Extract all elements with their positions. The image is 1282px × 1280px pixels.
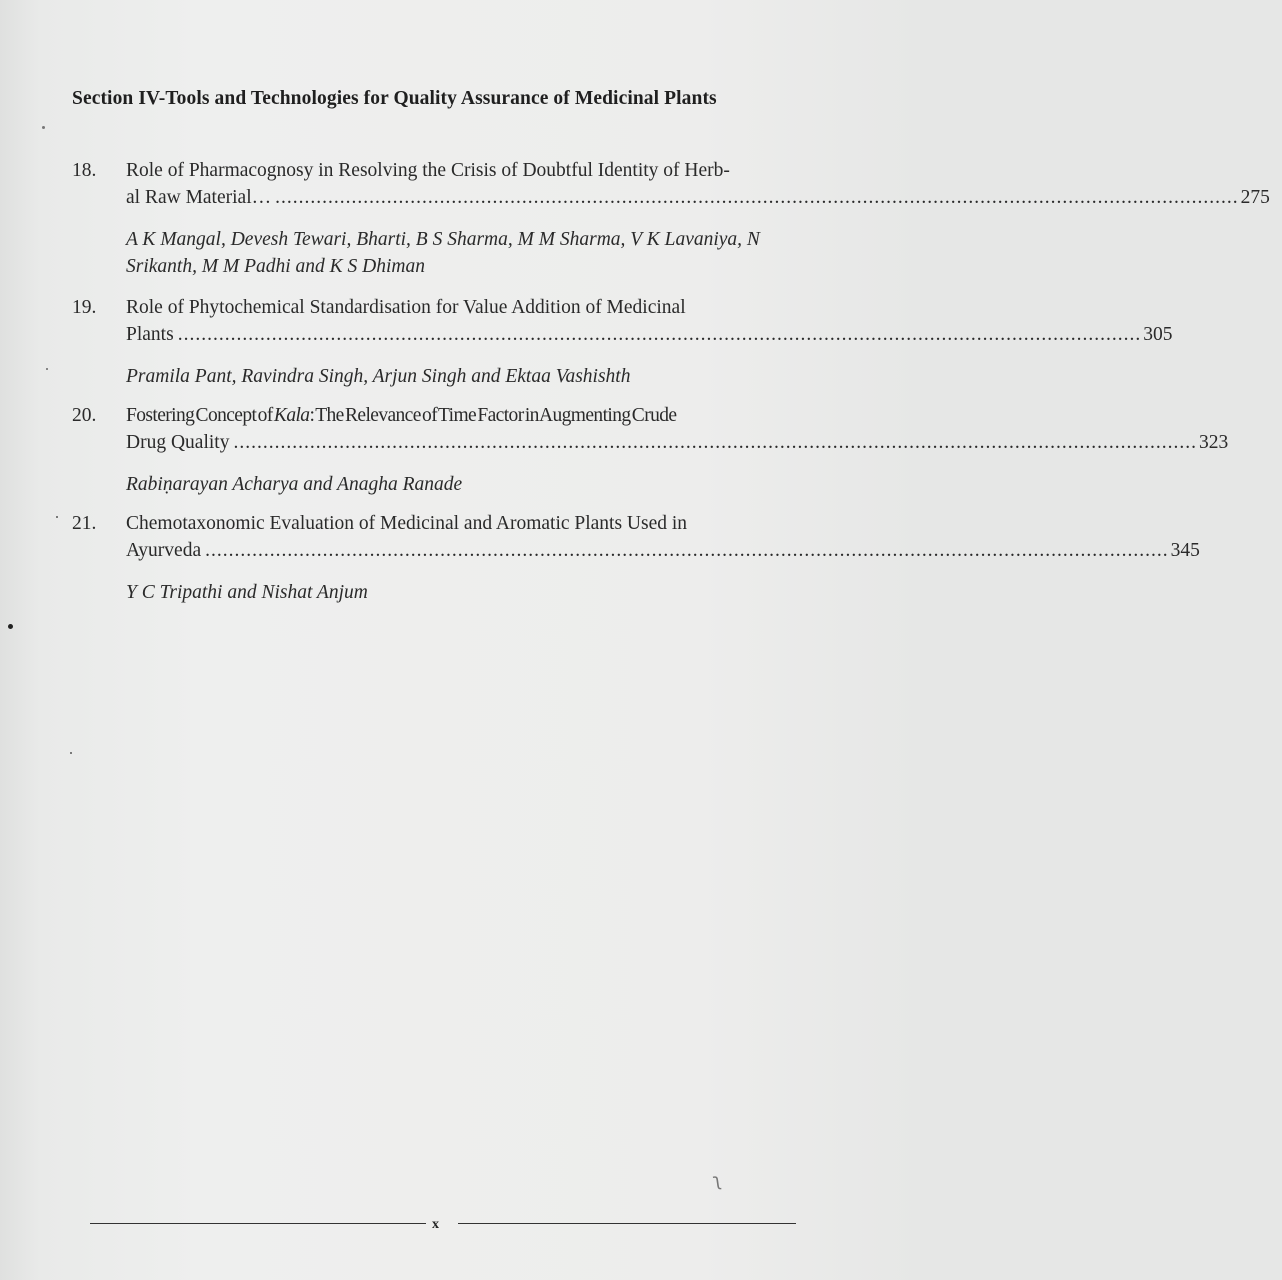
- entry-leader-line: [126, 537, 1200, 564]
- dot-leader: ....................................................................................................................................................................: [177, 324, 1142, 345]
- section-heading: Section IV-Tools and Technologies for Quality Assurance of Medicinal Plants: [72, 88, 717, 109]
- entry-number: 19.: [72, 297, 97, 318]
- scan-speck: [42, 126, 45, 129]
- dot-leader: ....................................................................................................................................................................: [205, 540, 1169, 561]
- entry-authors: Rabiṇarayan Acharya and Anagha Ranade: [126, 474, 463, 495]
- pencil-mark-icon: ʅ: [711, 1169, 723, 1192]
- page-number: 323: [1198, 432, 1229, 453]
- entry-title-end: Ayurveda: [126, 540, 202, 561]
- entry-leader-line: [126, 429, 1229, 456]
- entry-title-part: Fostering Concept of: [126, 405, 274, 426]
- entry-title-italic: Kala: [273, 405, 310, 426]
- entry-number: 20.: [72, 405, 97, 426]
- entry-leader-line: [126, 184, 1270, 211]
- entry-body: [126, 510, 1200, 606]
- entry-number: 18.: [72, 160, 97, 181]
- entry-title-line: Role of Pharmacognosy in Resolving the Crisis of Doubtful Identity of Herb-: [126, 160, 730, 181]
- entry-leader-line: [126, 321, 1173, 348]
- entry-title-line: Chemotaxonomic Evaluation of Medicinal and Aromatic Plants Used in: [126, 513, 688, 534]
- entry-authors: Y C Tripathi and Nishat Anjum: [126, 582, 368, 603]
- entry-title-line: Role of Phytochemical Standardisation for Value Addition of Medicinal: [126, 297, 686, 318]
- entry-title-end: Plants: [126, 324, 174, 345]
- entry-body: [126, 294, 1173, 390]
- page-number: 305: [1143, 324, 1173, 345]
- entry-authors: Pramila Pant, Ravindra Singh, Arjun Singh and Ektaa Vashishth: [126, 366, 631, 387]
- footer-page-number: x: [432, 1217, 439, 1232]
- footer-rule-left: [90, 1223, 426, 1224]
- scan-speck: [8, 624, 13, 629]
- page-number: 275: [1240, 187, 1270, 208]
- scan-speck: [56, 516, 58, 518]
- entry-title-part: : The Relevance of Time Factor in Augmenting Crude: [309, 405, 677, 426]
- entry-title-end: Drug Quality: [126, 432, 230, 453]
- entry-authors: A K Mangal, Devesh Tewari, Bharti, B S Sharma, M M Sharma, V K Lavaniya, N Srikanth, M M Padhi and K S Dhiman: [126, 229, 760, 277]
- scan-speck: [70, 752, 72, 754]
- entry-body: [126, 157, 1270, 280]
- page-number: 345: [1170, 540, 1200, 561]
- dot-leader: ....................................................................................................................................................................: [233, 432, 1197, 453]
- dot-leader: ....................................................................................................................................................................: [275, 187, 1239, 208]
- scan-speck: [46, 368, 48, 370]
- entry-body: [126, 402, 1229, 498]
- footer-rule-right: [458, 1223, 796, 1224]
- entry-title-line: [126, 402, 800, 429]
- entry-number: 21.: [72, 513, 97, 534]
- entry-title-end: al Raw Material…: [126, 187, 272, 208]
